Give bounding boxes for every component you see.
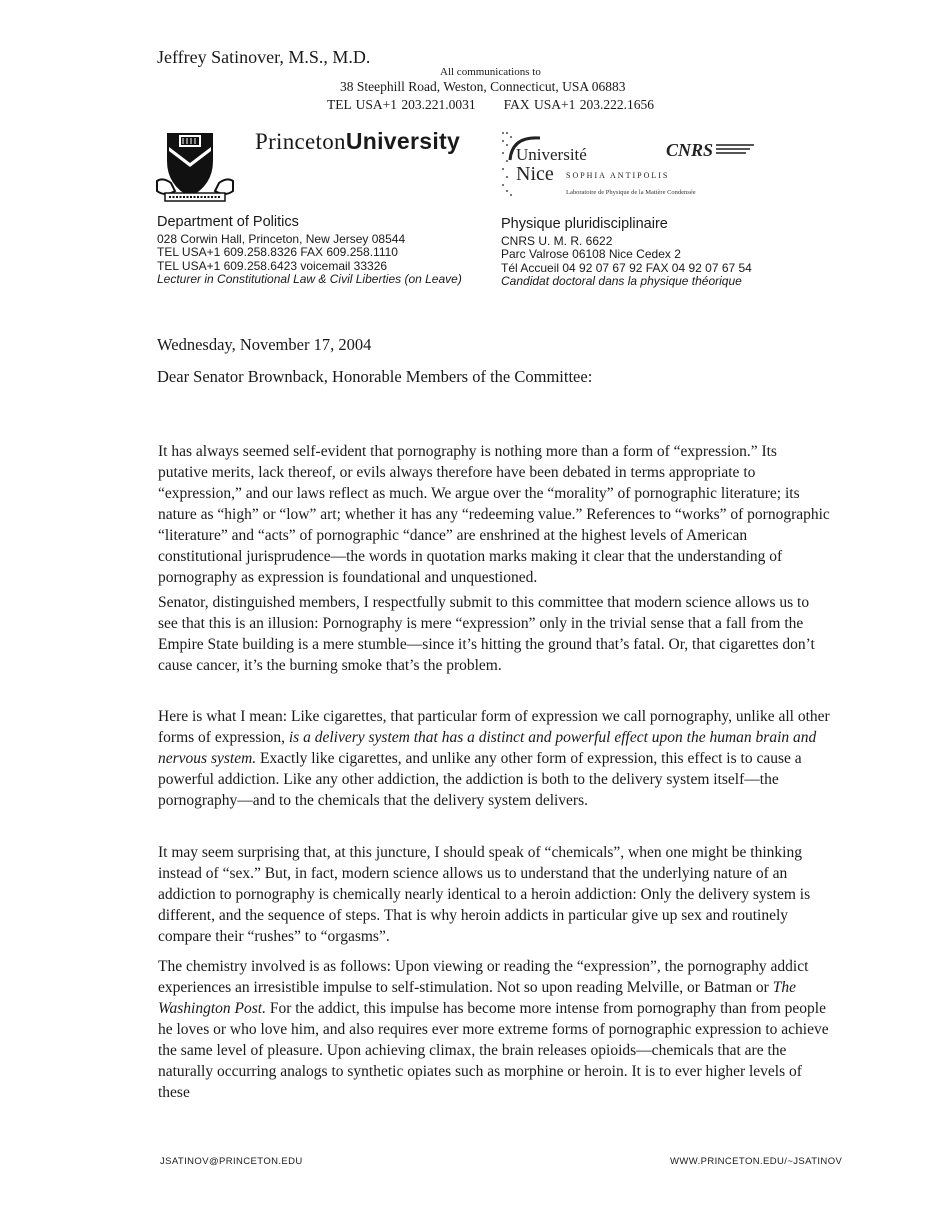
nice-logo-nice: Nice (516, 163, 554, 185)
paragraph-3-emphasis: is a delivery system that has a distinct and powerful effect upon the human brain and nervous system. (158, 729, 817, 767)
paragraph-5-part-a: The chemistry involved is as follows: Upon viewing or reading the “expression”, the pornography addict experiences an irresistible impulse to self-stimulation. Not so upon reading Melville, or Batman or (158, 958, 809, 996)
princeton-wordmark-bold: University (345, 128, 461, 154)
paragraph-3-part-b: Exactly like cigarettes, and unlike any other form of expression, this effect is to cause a powerful addiction. Like any other addiction, the addiction is both to the delivery system itself—the pornography—and to the chemicals that the delivery system delivers. (158, 750, 802, 809)
princeton-tel-voicemail: TEL USA+1 609.258.6423 voicemail 33326 (157, 258, 388, 273)
nice-logo-lab: Laboratoire de Physique de la Matière Condensée (566, 189, 696, 196)
princeton-wordmark-light: Princeton (255, 129, 346, 154)
letter-salutation: Dear Senator Brownback, Honorable Members of the Committee: (157, 367, 593, 386)
paragraph-4: It may seem surprising that, at this juncture, I should speak of “chemicals”, when one might be thinking instead of “sex.” But, in fact, modern science allows us to understand that the underlying nature of an addiction to pornography is chemically nearly identical to a heroin addiction: Only the delivery system is different, and the sequence of steps. That is why heroin addicts in particular give up sex and routinely compare their “rushes” to “orgasms”. (158, 844, 811, 945)
princeton-department-block (157, 216, 462, 287)
nice-unit: CNRS U. M. R. 6622 (501, 233, 613, 248)
letter-date: Wednesday, November 17, 2004 (157, 335, 372, 354)
contact-numbers (327, 97, 654, 113)
paragraph-5-part-b: For the addict, this impulse has become more intense from pornography than from people he loves or who love him, and also requires ever more extreme forms of pornographic expression to achieve the same level of pleasure. Upon achieving climax, the brain releases opioids—chemicals that are the naturally occurring analogs to synthetic opiates such as morphine or heroin. It is to ever higher levels of these (158, 1000, 829, 1101)
universite-nice-logo (500, 130, 770, 200)
nice-logo-universite: Université (516, 145, 587, 164)
footer-email[interactable]: JSATINOV@PRINCETON.EDU (160, 1156, 303, 1167)
princeton-shield-icon (155, 127, 235, 207)
princeton-office-address: 028 Corwin Hall, Princeton, New Jersey 08544 (157, 231, 406, 246)
mailing-address: 38 Steephill Road, Weston, Connecticut, USA 06883 (340, 79, 626, 94)
communications-label: All communications to (440, 66, 541, 78)
nice-department: Physique pluridisciplinaire (501, 216, 668, 232)
nice-logo-sophia: SOPHIA ANTIPOLIS (566, 171, 670, 180)
princeton-wordmark (255, 128, 460, 155)
tel-number: TEL USA+1 203.221.0031 (327, 97, 476, 112)
nice-department-block (501, 218, 752, 289)
cnrs-logo-icon: CNRS (666, 140, 714, 160)
nice-address: Parc Valrose 06108 Nice Cedex 2 (501, 247, 681, 261)
princeton-position: Lecturer in Constitutional Law & Civil Liberties (on Leave) (157, 272, 462, 286)
fax-number: FAX USA+1 203.222.1656 (503, 97, 654, 112)
paragraph-3 (158, 706, 830, 811)
paragraph-2: Senator, distinguished members, I respectfully submit to this committee that modern science allows us to see that this is an illusion: Pornography is mere “expression” only in the trivial sense that a fall from the Empire State building is a mere stumble—since it’s hitting the ground that’s fatal. Or, that cigarettes don’t cause cancer, it’s the burning smoke that’s the problem. (158, 594, 815, 674)
nice-position: Candidat doctoral dans la physique théorique (501, 274, 742, 288)
paragraph-5 (158, 956, 830, 1103)
paragraph-3-part-a: Here is what I mean: Like cigarettes, that particular form of expression we call pornography, unlike all other forms of expression, (158, 708, 830, 746)
princeton-tel-fax: TEL USA+1 609.258.8326 FAX 609.258.1110 (157, 245, 398, 259)
paragraph-5-emphasis: The Washington Post. (158, 979, 796, 1017)
author-name: Jeffrey Satinover, M.S., M.D. (157, 47, 371, 67)
footer-website[interactable]: WWW.PRINCETON.EDU/~JSATINOV (670, 1156, 843, 1167)
paragraph-1: It has always seemed self-evident that pornography is nothing more than a form of “expression.” Its putative merits, lack thereof, or evils always therefore have been debated in terms appropriate to “expression,” and our laws reflect as much. We argue over the “morality” of pornographic literature; its nature as “high” or “low” art; whether it has any “redeeming value.” References to “works” of pornographic “literature” and “acts” of pornographic “dance” are enshrined at the highest levels of American constitutional jurisprudence—the words in quotation marks making it clear that the understanding of pornography as expression is foundational and unquestioned. (158, 443, 830, 586)
nice-tel-fax: Tél Accueil 04 92 07 67 92 FAX 04 92 07 67 54 (501, 260, 752, 275)
princeton-department: Department of Politics (157, 214, 299, 230)
